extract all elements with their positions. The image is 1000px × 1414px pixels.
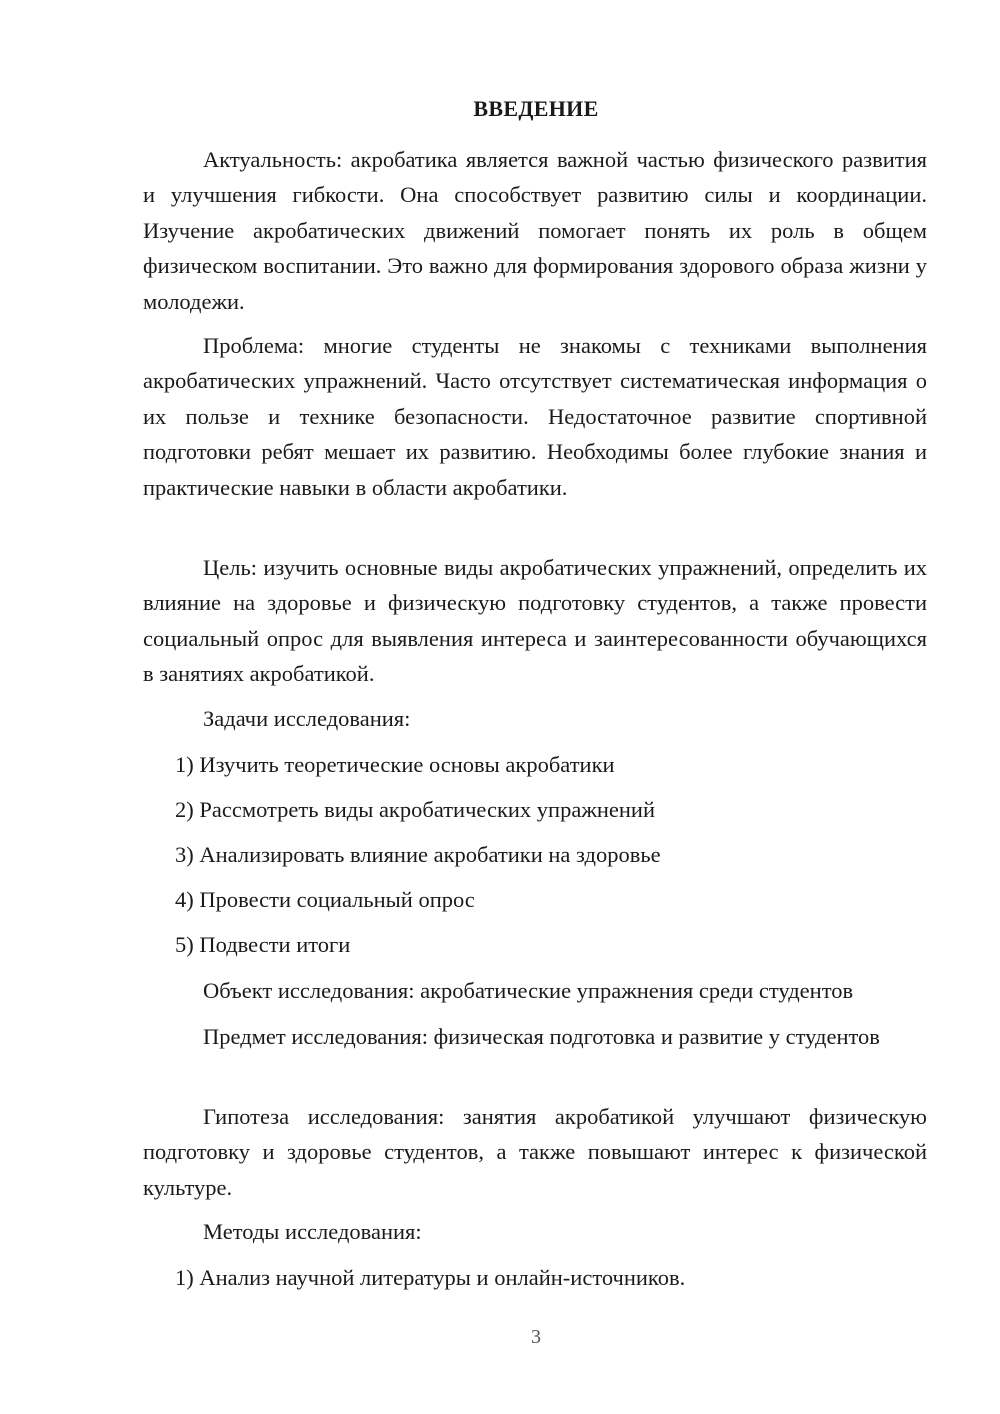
methods-heading: Методы исследования: [203, 1219, 422, 1244]
tasks-heading: Задачи исследования: [203, 706, 411, 731]
task-item: 2) Рассмотреть виды акробатических упражнений [175, 797, 656, 822]
task-item: 5) Подвести итоги [175, 932, 351, 957]
page-number: 3 [531, 1326, 541, 1348]
section-title: ВВЕДЕНИЕ [473, 96, 599, 121]
object-paragraph: Объект исследования: акробатические упражнения среди студентов [203, 978, 854, 1003]
subject-paragraph: Предмет исследования: физическая подготовка и развитие у студентов [203, 1024, 880, 1049]
relevance-paragraph: Актуальность: акробатика является важной частью физического развития и улучшения гибкости. Она способствует развитию силы и координации. Изучение акробатических движений помогает понять их роль в общем физическом воспитании. Это важно для формирования здорового образа жизни у молодежи. [143, 147, 927, 314]
problem-paragraph: Проблема: многие студенты не знакомы с техниками выполнения акробатических упражнений. Часто отсутствует систематическая информация о их пользе и технике безопасности. Недостаточное развитие спортивной подготовки ребят мешает их развитию. Необходимы более глубокие знания и практические навыки в области акробатики. [143, 333, 927, 500]
goal-paragraph: Цель: изучить основные виды акробатических упражнений, определить их влияние на здоровье и физическую подготовку студентов, а также провести социальный опрос для выявления интереса и заинтересованности обучающихся в занятиях акробатикой. [143, 555, 927, 687]
task-item: 4) Провести социальный опрос [175, 887, 475, 912]
task-item: 1) Изучить теоретические основы акробатики [175, 752, 615, 777]
method-item: 1) Анализ научной литературы и онлайн-источников. [175, 1265, 686, 1290]
hypothesis-paragraph: Гипотеза исследования: занятия акробатикой улучшают физическую подготовку и здоровье студентов, а также повышают интерес к физической культуре. [143, 1104, 927, 1200]
task-item: 3) Анализировать влияние акробатики на здоровье [175, 842, 661, 867]
